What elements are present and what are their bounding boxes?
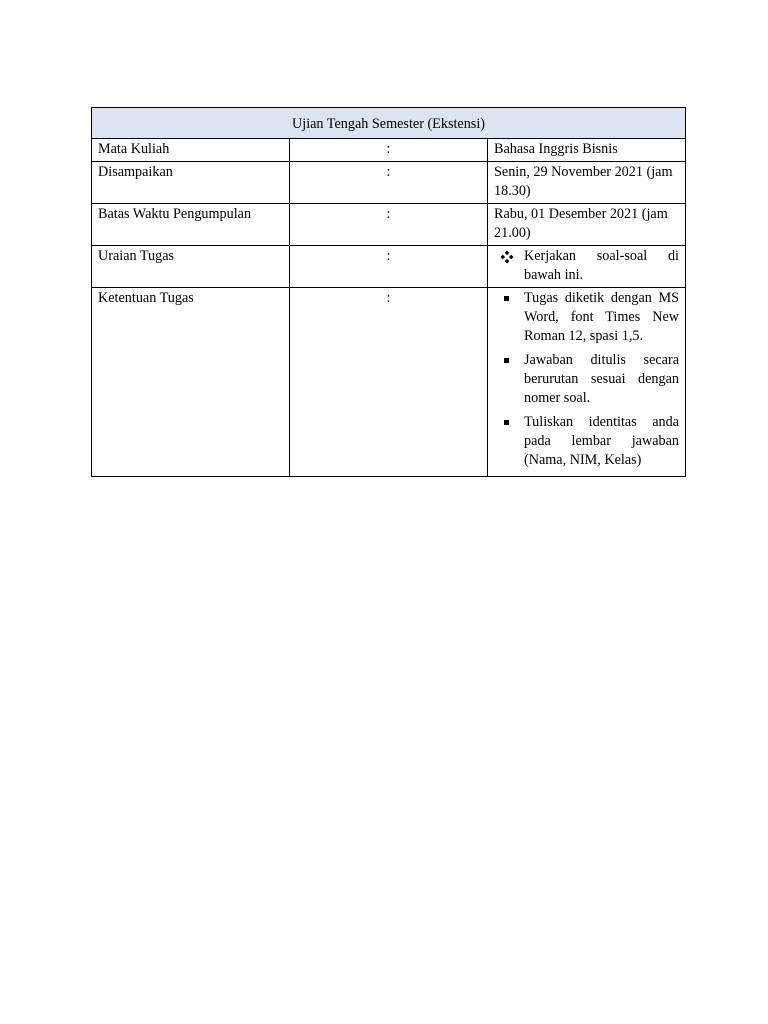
row-separator: : [290, 162, 488, 204]
list-item-text: Jawaban ditulis secara berurutan sesuai dengan nomer soal. [524, 352, 679, 406]
list-item-text: Kerjakan soal-soal di bawah ini. [524, 248, 679, 283]
table-header-row [92, 108, 686, 139]
row-separator: : [290, 204, 488, 246]
table-row [92, 288, 686, 477]
row-value-batas-waktu: Rabu, 01 Desember 2021 (jam 21.00) [488, 204, 686, 246]
row-separator: : [290, 139, 488, 162]
list-item [494, 247, 679, 285]
table-row [92, 246, 686, 288]
table-row [92, 162, 686, 204]
list-item-text: Tuliskan identitas anda pada lembar jawaban (Nama, NIM, Kelas) [524, 414, 679, 468]
row-value-uraian-tugas [488, 246, 686, 288]
square-bullet-icon [504, 358, 509, 363]
row-value-mata-kuliah: Bahasa Inggris Bisnis [488, 139, 686, 162]
exam-info-table [91, 107, 686, 477]
row-value-ketentuan-tugas [488, 288, 686, 477]
table-row [92, 204, 686, 246]
row-label-uraian-tugas: Uraian Tugas [92, 246, 290, 288]
row-value-disampaikan: Senin, 29 November 2021 (jam 18.30) [488, 162, 686, 204]
square-bullet-icon [504, 420, 509, 425]
row-separator: : [290, 288, 488, 477]
uraian-tugas-list [494, 247, 679, 285]
row-label-batas-waktu: Batas Waktu Pengumpulan [92, 204, 290, 246]
row-label-disampaikan: Disampaikan [92, 162, 290, 204]
table-row [92, 139, 686, 162]
list-item-text: Tugas diketik dengan MS Word, font Times New Roman 12, spasi 1,5. [524, 290, 679, 344]
list-item [494, 351, 679, 408]
row-label-mata-kuliah: Mata Kuliah [92, 139, 290, 162]
row-label-ketentuan-tugas: Ketentuan Tugas [92, 288, 290, 477]
row-separator: : [290, 246, 488, 288]
list-item [494, 413, 679, 470]
square-bullet-icon [504, 296, 509, 301]
four-diamond-bullet-icon [500, 250, 514, 264]
list-item [494, 289, 679, 346]
table-title: Ujian Tengah Semester (Ekstensi) [92, 108, 686, 139]
ketentuan-tugas-list [494, 289, 679, 470]
